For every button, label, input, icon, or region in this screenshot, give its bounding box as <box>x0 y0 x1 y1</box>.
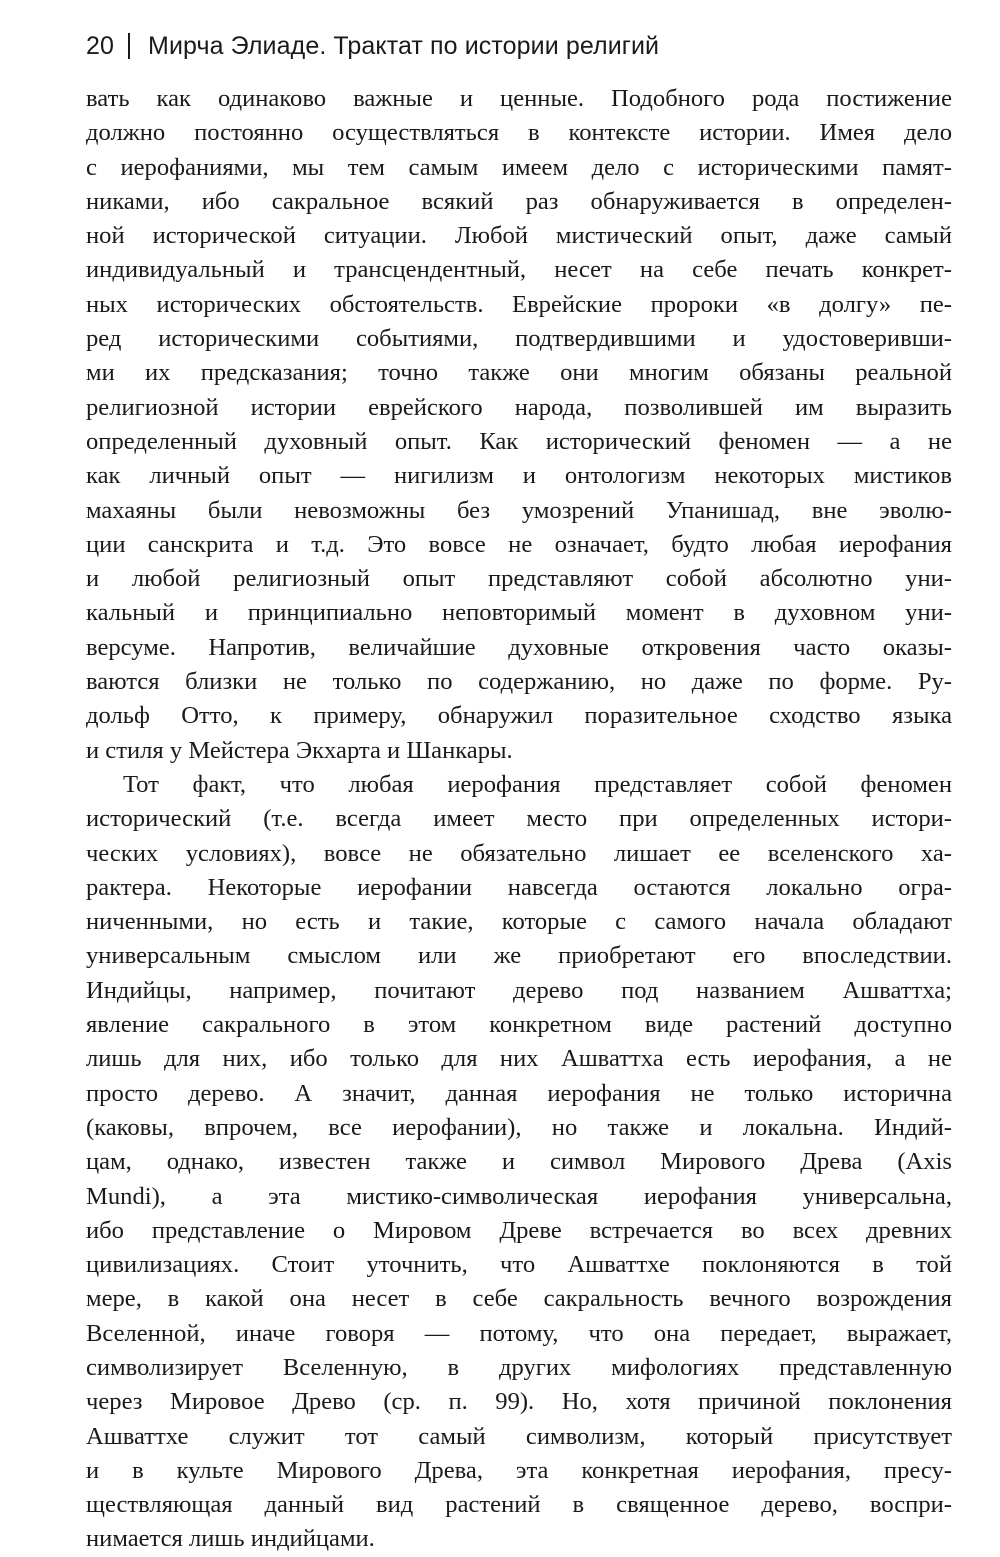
text-line: ваются близки не только по содержанию, но даже по форме. Ру- <box>86 668 952 696</box>
text-line: ных исторических обстоятельств. Еврейские пророки «в долгу» пе- <box>86 290 952 318</box>
text-line: ибо представление о Мировом Древе встречается во всех древних <box>86 1216 952 1244</box>
text-line: с иерофаниями, мы тем самым имеем дело с историческими памят- <box>86 153 952 181</box>
text-line: Тот факт, что любая иерофания представляет собой феномен <box>123 770 952 798</box>
text-line: Вселенной, иначе говоря — потому, что она передает, выражает, <box>86 1319 952 1347</box>
text-line: Mundi), а эта мистико-символическая иерофания универсальна, <box>86 1182 952 1210</box>
running-title: Мирча Элиаде. Трактат по истории религий <box>148 32 660 60</box>
book-page <box>86 28 952 1553</box>
text-line: махаяны были невозможны без умозрений Упанишад, вне эволю- <box>86 496 952 524</box>
text-line: ществляющая данный вид растений в священное дерево, воспри- <box>86 1491 952 1519</box>
text-line: просто дерево. А значит, данная иерофания не только исторична <box>86 1079 952 1107</box>
text-line: Индийцы, например, почитают дерево под названием Ашваттха; <box>86 976 952 1004</box>
paragraph-1 <box>86 82 952 768</box>
page-number: 20 <box>86 32 115 60</box>
text-line: исторический (т.е. всегда имеет место при определенных истори- <box>86 805 952 833</box>
text-line: ми их предсказания; точно также они многим обязаны реальной <box>86 359 952 387</box>
text-line: и любой религиозный опыт представляют собой абсолютно уни- <box>86 565 952 593</box>
text-line: дольф Отто, к примеру, обнаружил поразительное сходство языка <box>86 702 952 730</box>
text-line: религиозной истории еврейского народа, позволившей им выразить <box>86 393 952 421</box>
text-line: мере, в какой она несет в себе сакральность вечного возрождения <box>86 1285 952 1313</box>
text-line: ред историческими событиями, подтвердившими и удостоверивши- <box>86 325 952 353</box>
text-line: и стиля у Мейстера Экхарта и Шанкары. <box>86 736 513 764</box>
text-line: лишь для них, ибо только для них Ашваттха есть иерофания, а не <box>86 1045 952 1073</box>
body-text <box>86 82 952 1557</box>
text-line: версуме. Напротив, величайшие духовные откровения часто оказы- <box>86 633 952 661</box>
text-line: цам, однако, известен также и символ Мирового Древа (Axis <box>86 1148 952 1176</box>
text-line: через Мировое Древо (ср. п. 99). Но, хотя причиной поклонения <box>86 1388 952 1416</box>
text-line: цивилизациях. Стоит уточнить, что Ашваттхе поклоняются в той <box>86 1251 952 1279</box>
text-line: определенный духовный опыт. Как исторический феномен — а не <box>86 427 952 455</box>
text-line: (каковы, впрочем, все иерофании), но также и локальна. Индий- <box>86 1113 952 1141</box>
text-line: кальный и принципиально неповторимый момент в духовном уни- <box>86 599 952 627</box>
text-line: ной исторической ситуации. Любой мистический опыт, даже самый <box>86 222 952 250</box>
text-line: символизирует Вселенную, в других мифологиях представленную <box>86 1353 952 1381</box>
paragraph-2 <box>86 768 952 1557</box>
text-line: рактера. Некоторые иерофании навсегда остаются локально огра- <box>86 873 952 901</box>
text-line: ниченными, но есть и такие, которые с самого начала обладают <box>86 908 952 936</box>
text-line: ции санскрита и т.д. Это вовсе не означает, будто любая иерофания <box>86 530 952 558</box>
header-separator <box>128 33 130 59</box>
text-line: Ашваттхе служит тот самый символизм, который присутствует <box>86 1422 952 1450</box>
text-line: индивидуальный и трансцендентный, несет на себе печать конкрет- <box>86 256 952 284</box>
text-line: и в культе Мирового Древа, эта конкретная иерофания, пресу- <box>86 1456 952 1484</box>
text-line: должно постоянно осуществляться в контексте истории. Имея дело <box>86 119 952 147</box>
text-line: никами, ибо сакральное всякий раз обнаруживается в определен- <box>86 187 952 215</box>
text-line: ческих условиях), вовсе не обязательно лишает ее вселенского ха- <box>86 839 952 867</box>
text-line: явление сакрального в этом конкретном виде растений доступно <box>86 1011 952 1039</box>
text-line: универсальным смыслом или же приобретают его впоследствии. <box>86 942 952 970</box>
text-line: нимается лишь индийцами. <box>86 1525 375 1553</box>
text-line: как личный опыт — нигилизм и онтологизм некоторых мистиков <box>86 462 952 490</box>
text-line: вать как одинаково важные и ценные. Подобного рода постижение <box>86 85 952 112</box>
running-head <box>86 28 952 64</box>
